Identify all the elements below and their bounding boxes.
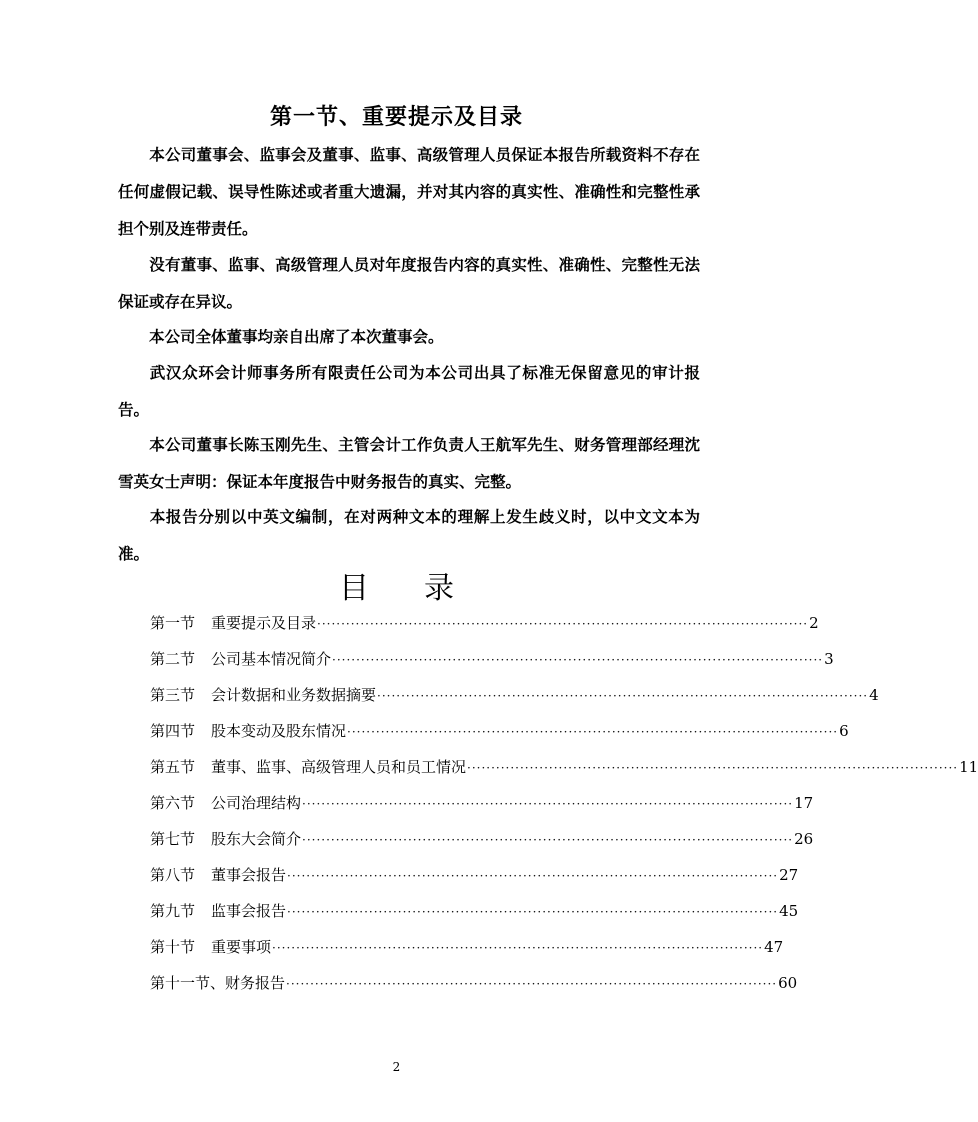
toc-name: 董事会报告 [211, 866, 287, 884]
notice-paragraph-3 [118, 319, 700, 356]
toc-leader: ······································································································ [287, 905, 779, 919]
toc-item[interactable] [150, 713, 849, 749]
toc-leader: ······································································································ [377, 689, 869, 703]
notice-paragraph-2 [118, 247, 700, 321]
toc-leader: ······································································································ [332, 653, 824, 667]
toc-item[interactable] [150, 965, 798, 1001]
notice-text: 本公司董事长陈玉刚先生、主管会计工作负责人王航军先生、财务管理部经理沈雪英女士声明：保证本年度报告中财务报告的真实、完整。 [118, 436, 700, 491]
toc-name: 监事会报告 [211, 902, 287, 920]
toc-leader: ······································································································ [347, 725, 839, 739]
toc-leader: ······································································································ [317, 617, 809, 631]
toc-page: 4 [869, 686, 879, 704]
toc-page: 26 [794, 830, 814, 848]
toc-section: 第八节 [150, 866, 196, 884]
toc-item[interactable] [150, 677, 879, 713]
notice-text: 本公司全体董事均亲自出席了本次董事会。 [149, 328, 444, 346]
toc-leader: ······································································································ [302, 797, 794, 811]
toc-page: 6 [839, 722, 849, 740]
notice-paragraph-5 [118, 427, 700, 501]
toc-page: 2 [809, 614, 819, 632]
toc-page: 27 [779, 866, 799, 884]
notice-paragraph-4 [118, 355, 700, 429]
toc-section: 第六节 [150, 794, 196, 812]
notice-paragraph-6 [118, 499, 700, 573]
toc-section: 第三节 [150, 686, 196, 704]
notice-paragraph-1 [118, 137, 700, 248]
notice-text: 武汉众环会计师事务所有限责任公司为本公司出具了标准无保留意见的审计报告。 [118, 364, 700, 419]
page-number: 2 [392, 1060, 401, 1074]
toc-section: 第一节 [150, 614, 196, 632]
toc-page: 47 [764, 938, 784, 956]
notice-text: 没有董事、监事、高级管理人员对年度报告内容的真实性、准确性、完整性无法保证或存在异议。 [118, 256, 700, 311]
toc-leader: ······································································································ [286, 977, 778, 991]
table-of-contents [150, 605, 978, 1001]
toc-section: 第七节 [150, 830, 196, 848]
toc-item[interactable] [150, 785, 814, 821]
toc-section: 第十节 [150, 938, 196, 956]
toc-leader: ······································································································ [302, 833, 794, 847]
toc-name: 会计数据和业务数据摘要 [211, 686, 377, 704]
toc-item[interactable] [150, 929, 784, 965]
toc-name: 重要事项 [211, 938, 272, 956]
toc-name: 股本变动及股东情况 [211, 722, 347, 740]
toc-leader: ······································································································ [272, 941, 764, 955]
toc-name: 股东大会简介 [211, 830, 302, 848]
toc-section: 第四节 [150, 722, 196, 740]
toc-leader: ······································································································ [287, 869, 779, 883]
toc-page: 45 [779, 902, 799, 920]
toc-name: 财务报告 [225, 974, 286, 992]
toc-page: 3 [824, 650, 834, 668]
toc-page: 60 [778, 974, 798, 992]
toc-name: 公司基本情况简介 [211, 650, 332, 668]
toc-item[interactable] [150, 821, 814, 857]
toc-title: 目录 [339, 571, 509, 606]
toc-item[interactable] [150, 857, 799, 893]
toc-item[interactable] [150, 749, 978, 785]
toc-leader: ······································································································ [467, 761, 959, 775]
notice-text: 本报告分别以中英文编制，在对两种文本的理解上发生歧义时，以中文文本为准。 [118, 508, 700, 563]
page-title: 第一节、重要提示及目录 [269, 105, 523, 130]
toc-section: 第五节 [150, 758, 196, 776]
toc-name: 董事、监事、高级管理人员和员工情况 [211, 758, 467, 776]
toc-page: 17 [794, 794, 814, 812]
toc-name: 公司治理结构 [211, 794, 302, 812]
toc-item[interactable] [150, 641, 834, 677]
toc-page: 11 [959, 758, 978, 776]
toc-section: 第九节 [150, 902, 196, 920]
toc-item[interactable] [150, 605, 819, 641]
toc-section: 第二节 [150, 650, 196, 668]
toc-item[interactable] [150, 893, 799, 929]
notice-text: 本公司董事会、监事会及董事、监事、高级管理人员保证本报告所载资料不存在任何虚假记载、误导性陈述或者重大遗漏，并对其内容的真实性、准确性和完整性承担个别及连带责任。 [118, 146, 700, 238]
toc-section: 第十一节、 [150, 974, 226, 992]
toc-name: 重要提示及目录 [211, 614, 317, 632]
